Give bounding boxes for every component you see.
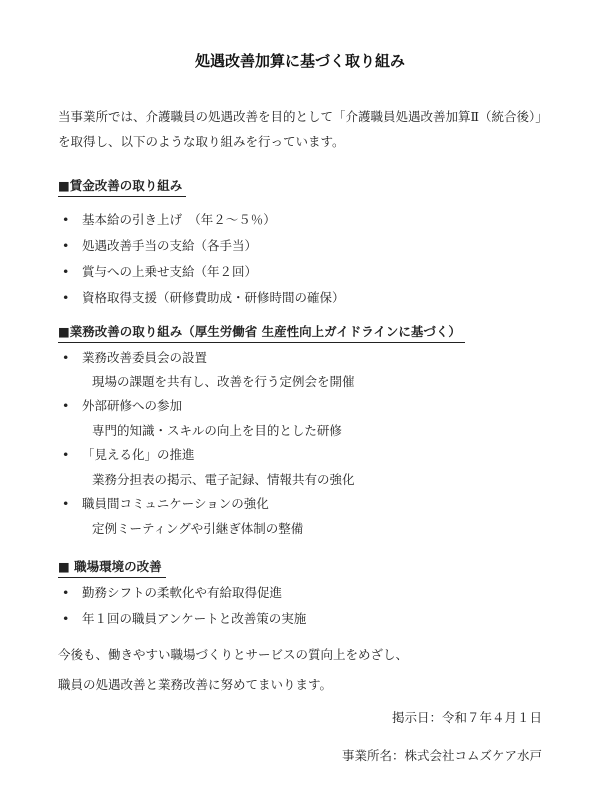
bullet-icon: • xyxy=(62,611,70,626)
bullet-icon: • xyxy=(62,496,70,511)
list-item xyxy=(62,288,345,306)
list-item xyxy=(62,445,195,463)
list-item-detail: 専門的知識・スキルの向上を目的とした研修 xyxy=(92,423,342,438)
list-item-label: 業務改善委員会の設置 xyxy=(82,350,208,365)
bullet-icon: • xyxy=(62,447,70,462)
list-item-label: 処遇改善手当の支給（各手当） xyxy=(82,238,258,253)
list-item-detail: 業務分担表の掲示、電子記録、情報共有の強化 xyxy=(92,472,355,487)
list-item-label: 賞与への上乗せ支給（年２回） xyxy=(82,264,258,279)
office-name: 事業所名：株式会社コムズケア水戸 xyxy=(341,748,542,763)
list-item-detail: 現場の課題を共有し、改善を行う定例会を開催 xyxy=(92,374,355,389)
list-item xyxy=(62,210,276,228)
closing-line: 今後も、働きやすい職場づくりとサービスの質向上をめざし、 xyxy=(58,647,409,662)
page-title: 処遇改善加算に基づく取り組み xyxy=(194,52,405,70)
list-item-label: 資格取得支援（研修費助成・研修時間の確保） xyxy=(82,290,345,305)
bullet-icon: • xyxy=(62,585,70,600)
posted-date: 掲示日：令和７年４月１日 xyxy=(391,710,542,725)
list-item xyxy=(62,396,182,414)
list-item-label: 外部研修への参加 xyxy=(82,398,183,413)
bullet-icon: • xyxy=(62,290,70,305)
list-item-label: 勤務シフトの柔軟化や有給取得促進 xyxy=(82,585,283,600)
section-heading-operations: ■業務改善の取り組み（厚生労働省 生産性向上ガイドラインに基づく） xyxy=(58,324,461,339)
bullet-icon: • xyxy=(62,350,70,365)
list-item xyxy=(62,583,282,601)
list-item xyxy=(62,609,306,627)
bullet-icon: • xyxy=(62,264,70,279)
bullet-icon: • xyxy=(62,212,70,227)
intro-paragraph: 当事業所では、介護職員の処遇改善を目的として「介護職員処遇改善加算Ⅱ（統合後）」を取得し、以下のような取り組みを行っています。 xyxy=(58,109,548,149)
section-heading-environment: ■ 職場環境の改善 xyxy=(58,559,162,574)
bullet-icon: • xyxy=(62,238,70,253)
list-item-label: 基本給の引き上げ （年２～５％） xyxy=(82,212,276,227)
list-item xyxy=(62,262,257,280)
list-item-detail: 定例ミーティングや引継ぎ体制の整備 xyxy=(92,521,304,536)
list-item xyxy=(62,494,269,512)
list-item-label: 職員間コミュニケーションの強化 xyxy=(82,496,269,511)
closing-line: 職員の処遇改善と業務改善に努めてまいります。 xyxy=(58,677,333,692)
bullet-icon: • xyxy=(62,398,70,413)
list-item-label: 「見える化」の推進 xyxy=(82,447,195,462)
list-item-label: 年１回の職員アンケートと改善策の実施 xyxy=(82,611,307,626)
section-heading-wage: ■賃金改善の取り組み xyxy=(58,178,183,193)
closing-paragraph xyxy=(58,640,558,700)
list-item xyxy=(62,348,207,366)
list-item xyxy=(62,236,257,254)
